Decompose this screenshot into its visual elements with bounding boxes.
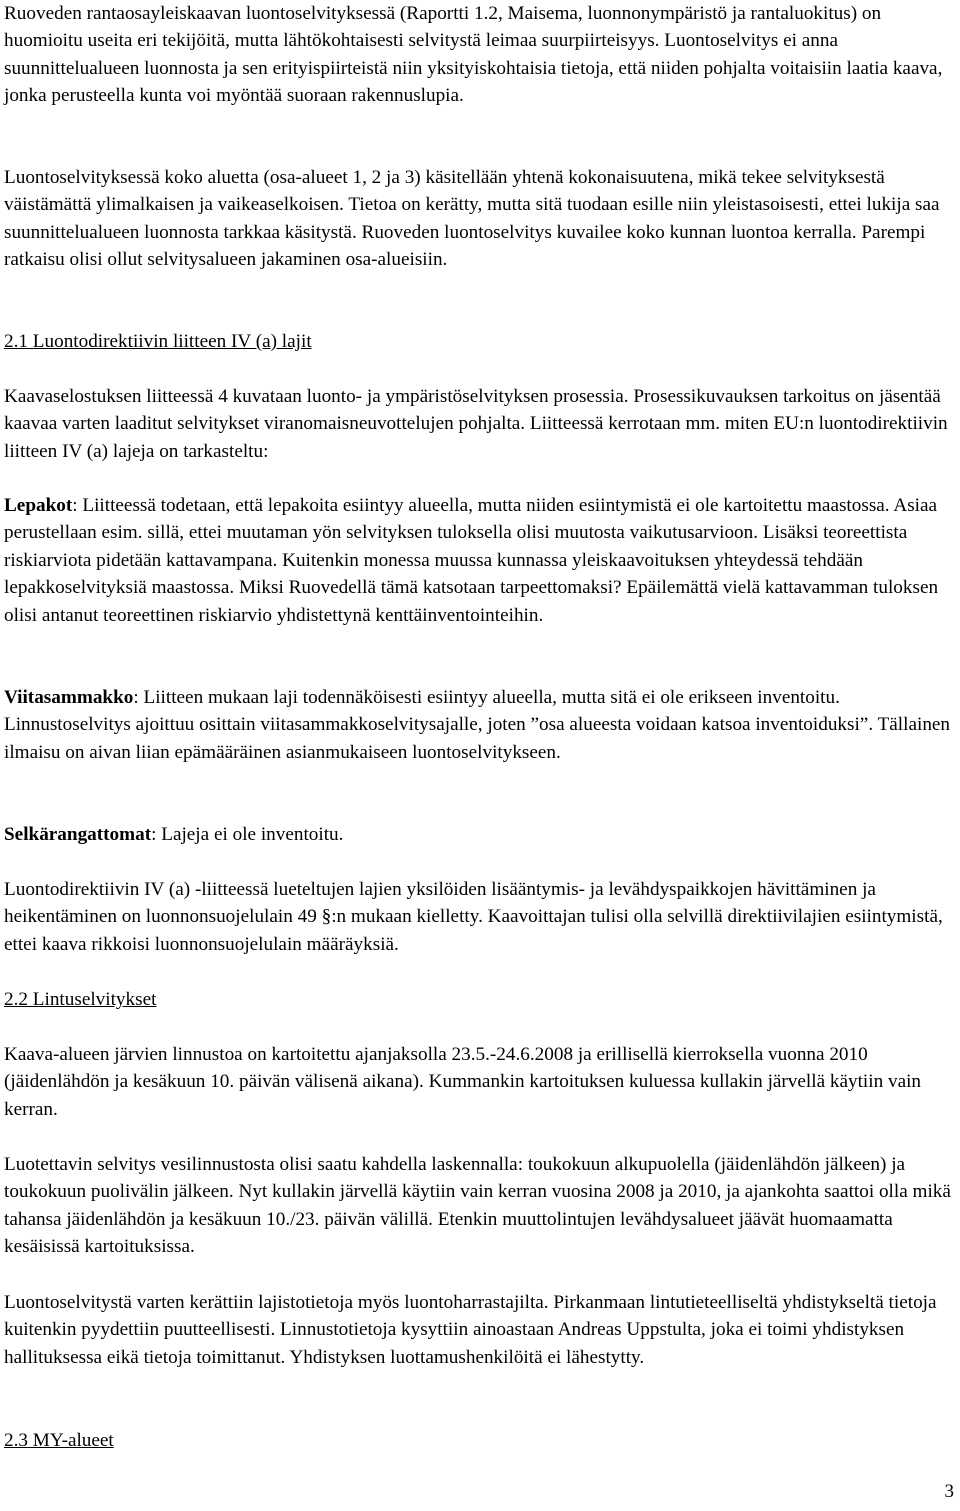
- paragraph-lepakot: [4, 492, 956, 629]
- paragraph-appendix-4: Kaavaselostuksen liitteessä 4 kuvataan luonto- ja ympäristöselvityksen prosessia. Prosessikuvauksen tarkoitus on jäsentää kaavaa varten laaditut selvitykset viranomaisneuvottelujen pohjalta. Liitteessä kerrotaan mm. miten EU:n luontodirektiivin liitteen IV (a) lajeja on tarkasteltu:: [4, 386, 948, 462]
- viitasammakko-label: Viitasammakko: [4, 687, 134, 708]
- section-heading-2-1: 2.1 Luontodirektiivin liitteen IV (a) lajit: [4, 331, 312, 352]
- paragraph-waterbird-counts: Luotettavin selvitys vesilinnustosta olisi saatu kahdella laskennalla: toukokuun alkupuolella (jäidenlähdön jälkeen) ja toukokuun puolivälin jälkeen. Nyt kullakin järvellä käytiin vain kerran vuosina 2008 ja 2010, ja ajankohta saattoi olla mikä tahansa jäidenlähdön ja kesäkuun 10./23. päivän välillä. Etenkin muuttolintujen levähdysalueet jäävät huomaamatta kesäisissä kartoituksissa.: [4, 1154, 951, 1258]
- paragraph-selkarangattomat: [4, 821, 956, 848]
- lepakot-text: : Liitteessä todetaan, että lepakoita esiintyy alueella, mutta niiden esiintymistä ei ole kartoitettu maastossa. Asiaa perustellaan esim. sillä, ettei muutaman yön selvityksen tuloksella olisi muutosta vaikutusarvioon. Lisäksi teoreettista riskiarviota pidetään kattavampana. Kuitenkin monessa muussa kunnassa yleiskaavoituksen yhteydessä tehdään lepakkoselvityksiä maastossa. Miksi Ruovedellä tämä katsotaan tarpeettomaksi? Epäilemättä vielä kattavamman tuloksen olisi antanut teoreettinen riskiarvio yhdistettynä kenttäinventointeihin.: [4, 495, 939, 626]
- paragraph-viitasammakko: [4, 684, 956, 766]
- section-heading-2-3: 2.3 MY-alueet: [4, 1430, 114, 1451]
- paragraph-species-data-sources: Luontoselvitystä varten kerättiin lajistotietoja myös luontoharrastajilta. Pirkanmaan lintutieteelliseltä yhdistykseltä tietoja kuitenkin pyydettiin puutteellisesti. Linnustotietoja kysyttiin ainoastaan Andreas Uppstulta, joka ei toimi yhdistyksen hallituksessa eikä tietoja toimittanut. Yhdistyksen luottamushenkilöitä ei lähestytty.: [4, 1292, 937, 1368]
- paragraph-directive-protection: Luontodirektiivin IV (a) -liitteessä lueteltujen lajien yksilöiden lisääntymis- ja levähdyspaikkojen hävittäminen ja heikentäminen on luonnonsuojelulain 49 §:n mukaan kielletty. Kaavoittajan tulisi olla selvillä direktiivilajien esiintymistä, ettei kaava rikkoisi luonnonsuojelulain määräyksiä.: [4, 879, 943, 955]
- page-number: 3: [944, 1481, 954, 1502]
- intro-paragraph: Ruoveden rantaosayleiskaavan luontoselvityksessä (Raportti 1.2, Maisema, luonnonympäristö ja rantaluokitus) on huomioitu useita eri tekijöitä, mutta lähtökohtaisesti selvitystä leimaa suurpiirteisyys. Luontoselvitys ei anna suunnittelualueen luonnosta ja sen erityispiirteistä niin yksityiskohtaisia tietoja, että niiden pohjalta voitaisiin laatia kaava, jonka perusteella kunta voi myöntää suoraan rakennuslupia.: [4, 3, 943, 107]
- selkarangattomat-text: : Lajeja ei ole inventoitu.: [151, 824, 344, 845]
- paragraph-bird-survey-period: Kaava-alueen järvien linnustoa on kartoitettu ajanjaksolla 23.5.-24.6.2008 ja erillisellä kierroksella vuonna 2010 (jäidenlähdön ja kesäkuun 10. päivän välisenä aikana). Kummankin kartoituksen kuluessa kullakin järvellä käytiin vain kerran.: [4, 1044, 922, 1120]
- section-heading-2-2: 2.2 Lintuselvitykset: [4, 989, 157, 1010]
- viitasammakko-text: : Liitteen mukaan laji todennäköisesti esiintyy alueella, mutta sitä ei ole erikseen inventoitu. Linnustoselvitys ajoittuu osittain viitasammakkoselvitysajalle, joten ”osa alueesta voidaan katsoa inventoiduksi”. Tällainen ilmaisu on aivan liian epämääräinen asianmukaiseen luontoselvitykseen.: [4, 687, 951, 763]
- lepakot-label: Lepakot: [4, 495, 73, 516]
- selkarangattomat-label: Selkärangattomat: [4, 824, 152, 845]
- paragraph-overall-assessment: Luontoselvityksessä koko aluetta (osa-alueet 1, 2 ja 3) käsitellään yhtenä kokonaisuutena, mikä tekee selvityksestä väistämättä ylimalkaisen ja vaikeaselkoisen. Tietoa on kerätty, mutta sitä tuodaan esille niin yleistasoisesti, ettei lukija saa suunnittelualueen luonnosta tarkkaa käsitystä. Ruoveden luontoselvitys kuvailee koko kunnan luontoa kerralla. Parempi ratkaisu olisi ollut selvitysalueen jakaminen osa-alueisiin.: [4, 167, 940, 271]
